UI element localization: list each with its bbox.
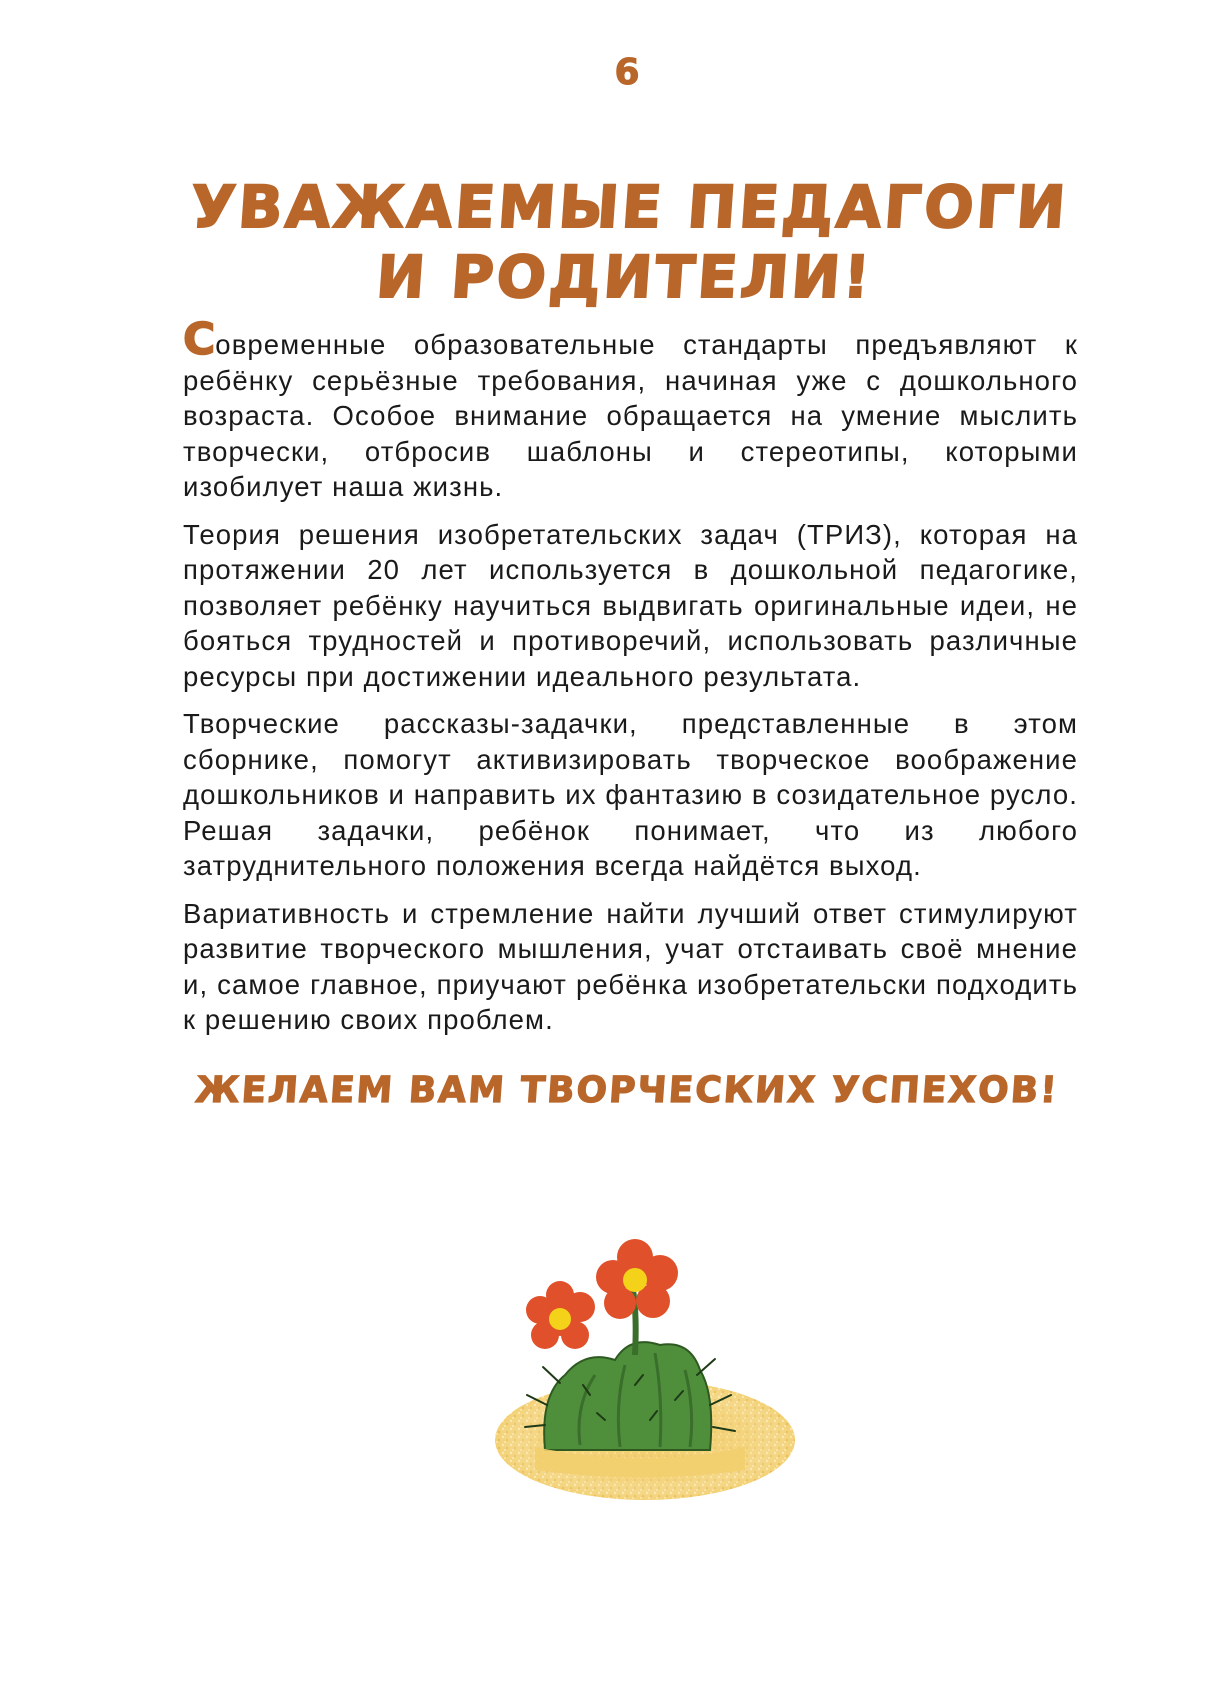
cactus-body [544, 1342, 711, 1450]
paragraph-1 [183, 314, 1078, 505]
body-text [183, 314, 1078, 1050]
paragraph-1-text: овременные образовательные стандарты предъявляют к ребёнку серьёзные требования, начиная уже с дошкольного возраста. Особое внимание обращается на умение мыслить творчески, отбросив шаблоны и стереотипы, которыми изобилует наша жизнь. [183, 329, 1078, 502]
title-line-2: И РОДИТЕЛИ! [374, 243, 875, 311]
paragraph-4: Вариативность и стремление найти лучший ответ стимулируют развитие творческого мышления, учат отстаивать своё мнение и, самое главное, приучают ребёнка изобретательски подходить к решению своих проблем. [183, 897, 1078, 1035]
closing-wish: ЖЕЛАЕМ ВАМ ТВОРЧЕСКИХ УСПЕХОВ! [194, 1070, 1060, 1111]
title-line-1: УВАЖАЕМЫЕ ПЕДАГОГИ [188, 173, 1071, 241]
flowering-cactus-icon [485, 1235, 805, 1505]
drop-cap: С [183, 314, 216, 365]
page-title [0, 172, 1211, 312]
paragraph-2: Теория решения изобретательских задач (ТРИЗ), которая на протяжении 20 лет используется в дошкольной педагогике, позволяет ребёнку научиться выдвигать оригинальные идеи, не бояться трудностей и противоречий, использовать различные ресурсы при достижении идеального результата. [183, 518, 1078, 692]
page-number: 6 [614, 52, 640, 93]
cactus-illustration [485, 1235, 805, 1505]
paragraph-3: Творческие рассказы-задачки, представленные в этом сборнике, помогут активизировать творческое воображение дошкольников и направить их фантазию в созидательное русло. Решая задачки, ребёнок понимает, что из любого затруднительного положения всегда найдётся выход. [183, 708, 1078, 881]
flower-left [526, 1281, 595, 1349]
